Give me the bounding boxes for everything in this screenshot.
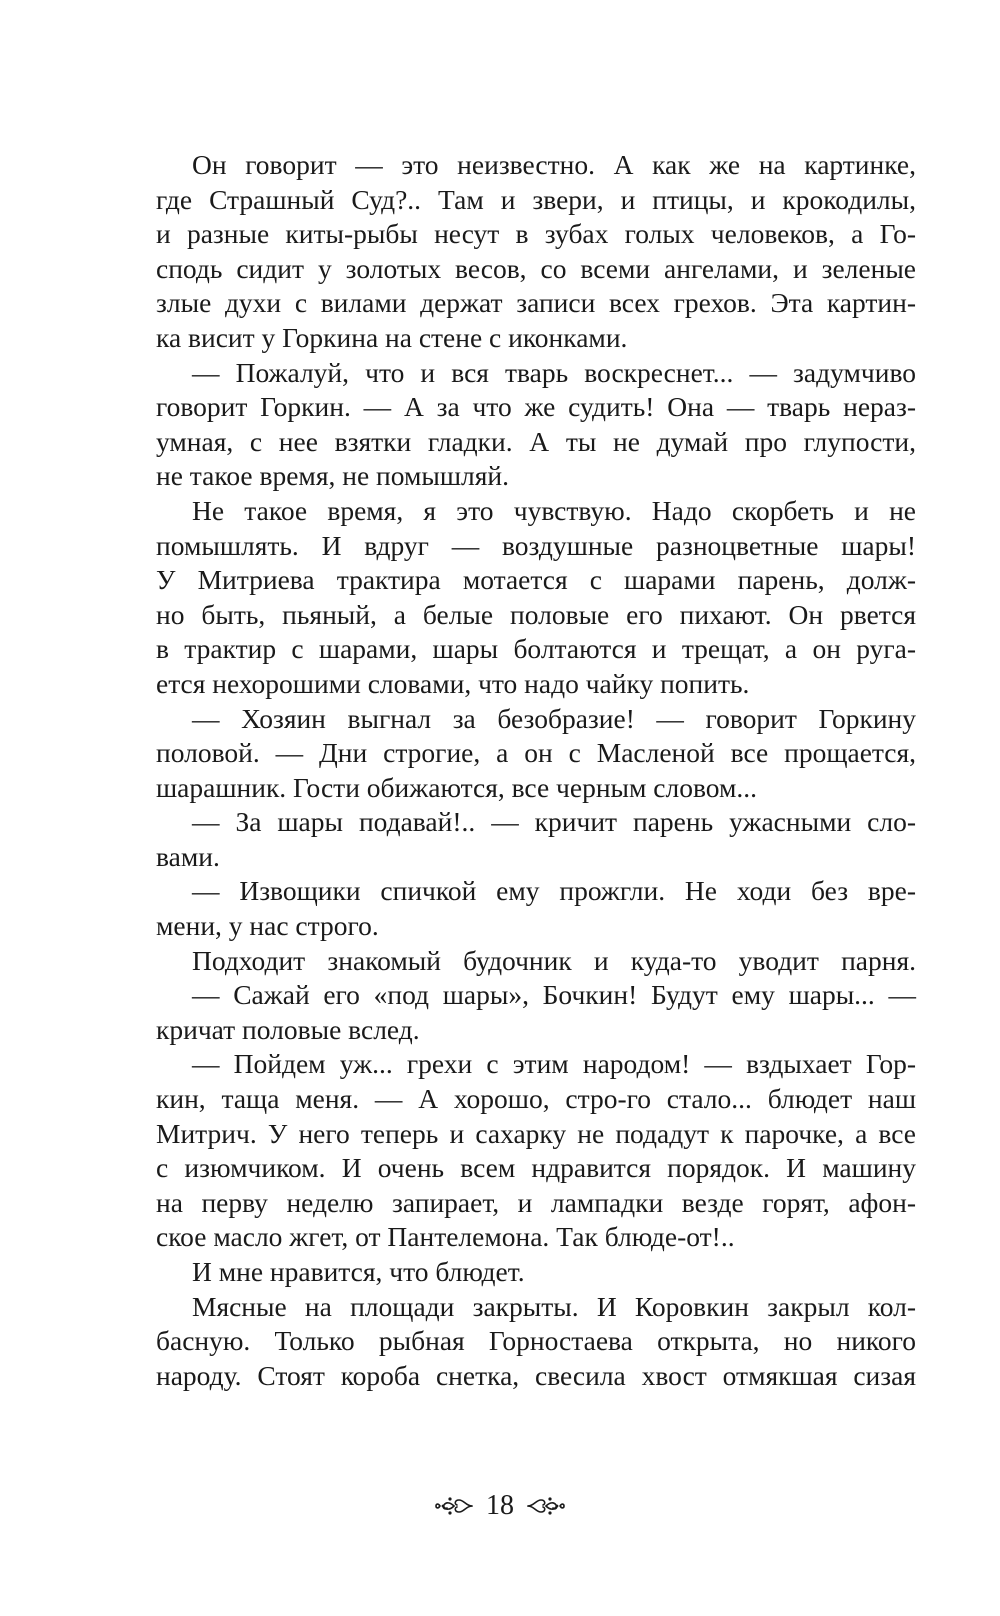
text-line: на перву неделю запирает, и лампадки везде горят, афон- [156,1186,916,1218]
text-line: Не такое время, я это чувствую. Надо скорбеть и не [192,494,916,526]
text-line: народу. Стоят короба снетка, свесила хвост отмякшая сизая [156,1359,916,1391]
text-line: шарашник. Гости обижаются, все черным словом... [156,771,758,803]
text-line: и разные киты-рыбы несут в зубах голых человеков, а Го- [156,218,916,250]
floral-ornament-icon [526,1494,566,1518]
text-line: — Извощики спичкой ему прожгли. Не ходи без вре- [192,875,916,907]
text-line: У Митриева трактира мотается с шарами парень, долж- [156,564,916,596]
text-line: но быть, пьяный, а белые половые его пихают. Он рвется [156,598,916,630]
text-line: Митрич. У него теперь и сахарку не подадут к парочке, а все [156,1117,916,1149]
text-line: не такое время, не помышляй. [156,460,509,492]
text-line: — Пожалуй, что и вся тварь воскреснет... — задумчиво [192,356,916,388]
text-line: злые духи с вилами держат записи всех грехов. Эта картин- [156,287,916,319]
text-line: с изюмчиком. И очень всем ндравится порядок. И машину [156,1152,916,1184]
text-line: умная, с нее взятки гладки. А ты не думай про глупости, [156,425,916,457]
text-line: вами. [156,840,220,872]
text-line: басную. Только рыбная Горностаева открыта, но никого [156,1325,916,1357]
text-line: — Пойдем уж... грехи с этим народом! — вздыхает Гор- [192,1048,916,1080]
text-line: Он говорит — это неизвестно. А как же на картинке, [192,149,916,180]
text-line: сподь сидит у золотых весов, со всеми ангелами, и зеленые [156,252,916,284]
text-line: мени, у нас строго. [156,910,379,942]
text-line: помышлять. И вдруг — воздушные разноцветные шары! [156,529,916,561]
text-line: ское масло жгет, от Пантелемона. Так блюде-от!.. [156,1221,735,1253]
text-line: где Страшный Суд?.. Там и звери, и птицы, и крокодилы, [156,183,916,215]
page-footer [0,1486,1000,1526]
text-line: кричат половые вслед. [156,1013,420,1045]
text-line: кин, таща меня. — А хорошо, стро-го стало... блюдет наш [156,1083,916,1115]
text-line: говорит Горкин. — А за что же судить! Она — тварь нераз- [156,391,916,423]
text-line: половой. — Дни строгие, а он с Масленой все прощается, [156,737,916,769]
text-line: — Сажай его «под шары», Бочкин! Будут ему шары... — [192,979,916,1011]
text-line: И мне нравится, что блюдет. [192,1256,525,1287]
text-line: — Хозяин выгнал за безобразие! — говорит Горкину [192,702,916,734]
text-line: — За шары подавай!.. — кричит парень ужасными сло- [192,806,916,838]
text-line: Мясные на площади закрыты. И Коровкин закрыл кол- [192,1290,916,1322]
body-text [156,148,916,1393]
text-line: ется нехорошими словами, что надо чайку попить. [156,667,750,699]
text-line: Подходит знакомый будочник и куда-то уводит парня. [192,944,916,976]
page-number: 18 [486,1490,514,1521]
text-line: в трактир с шарами, шары болтаются и трещат, а он руга- [156,633,916,665]
floral-ornament-icon [434,1494,474,1518]
text-line: ка висит у Горкина на стене с иконками. [156,321,628,353]
